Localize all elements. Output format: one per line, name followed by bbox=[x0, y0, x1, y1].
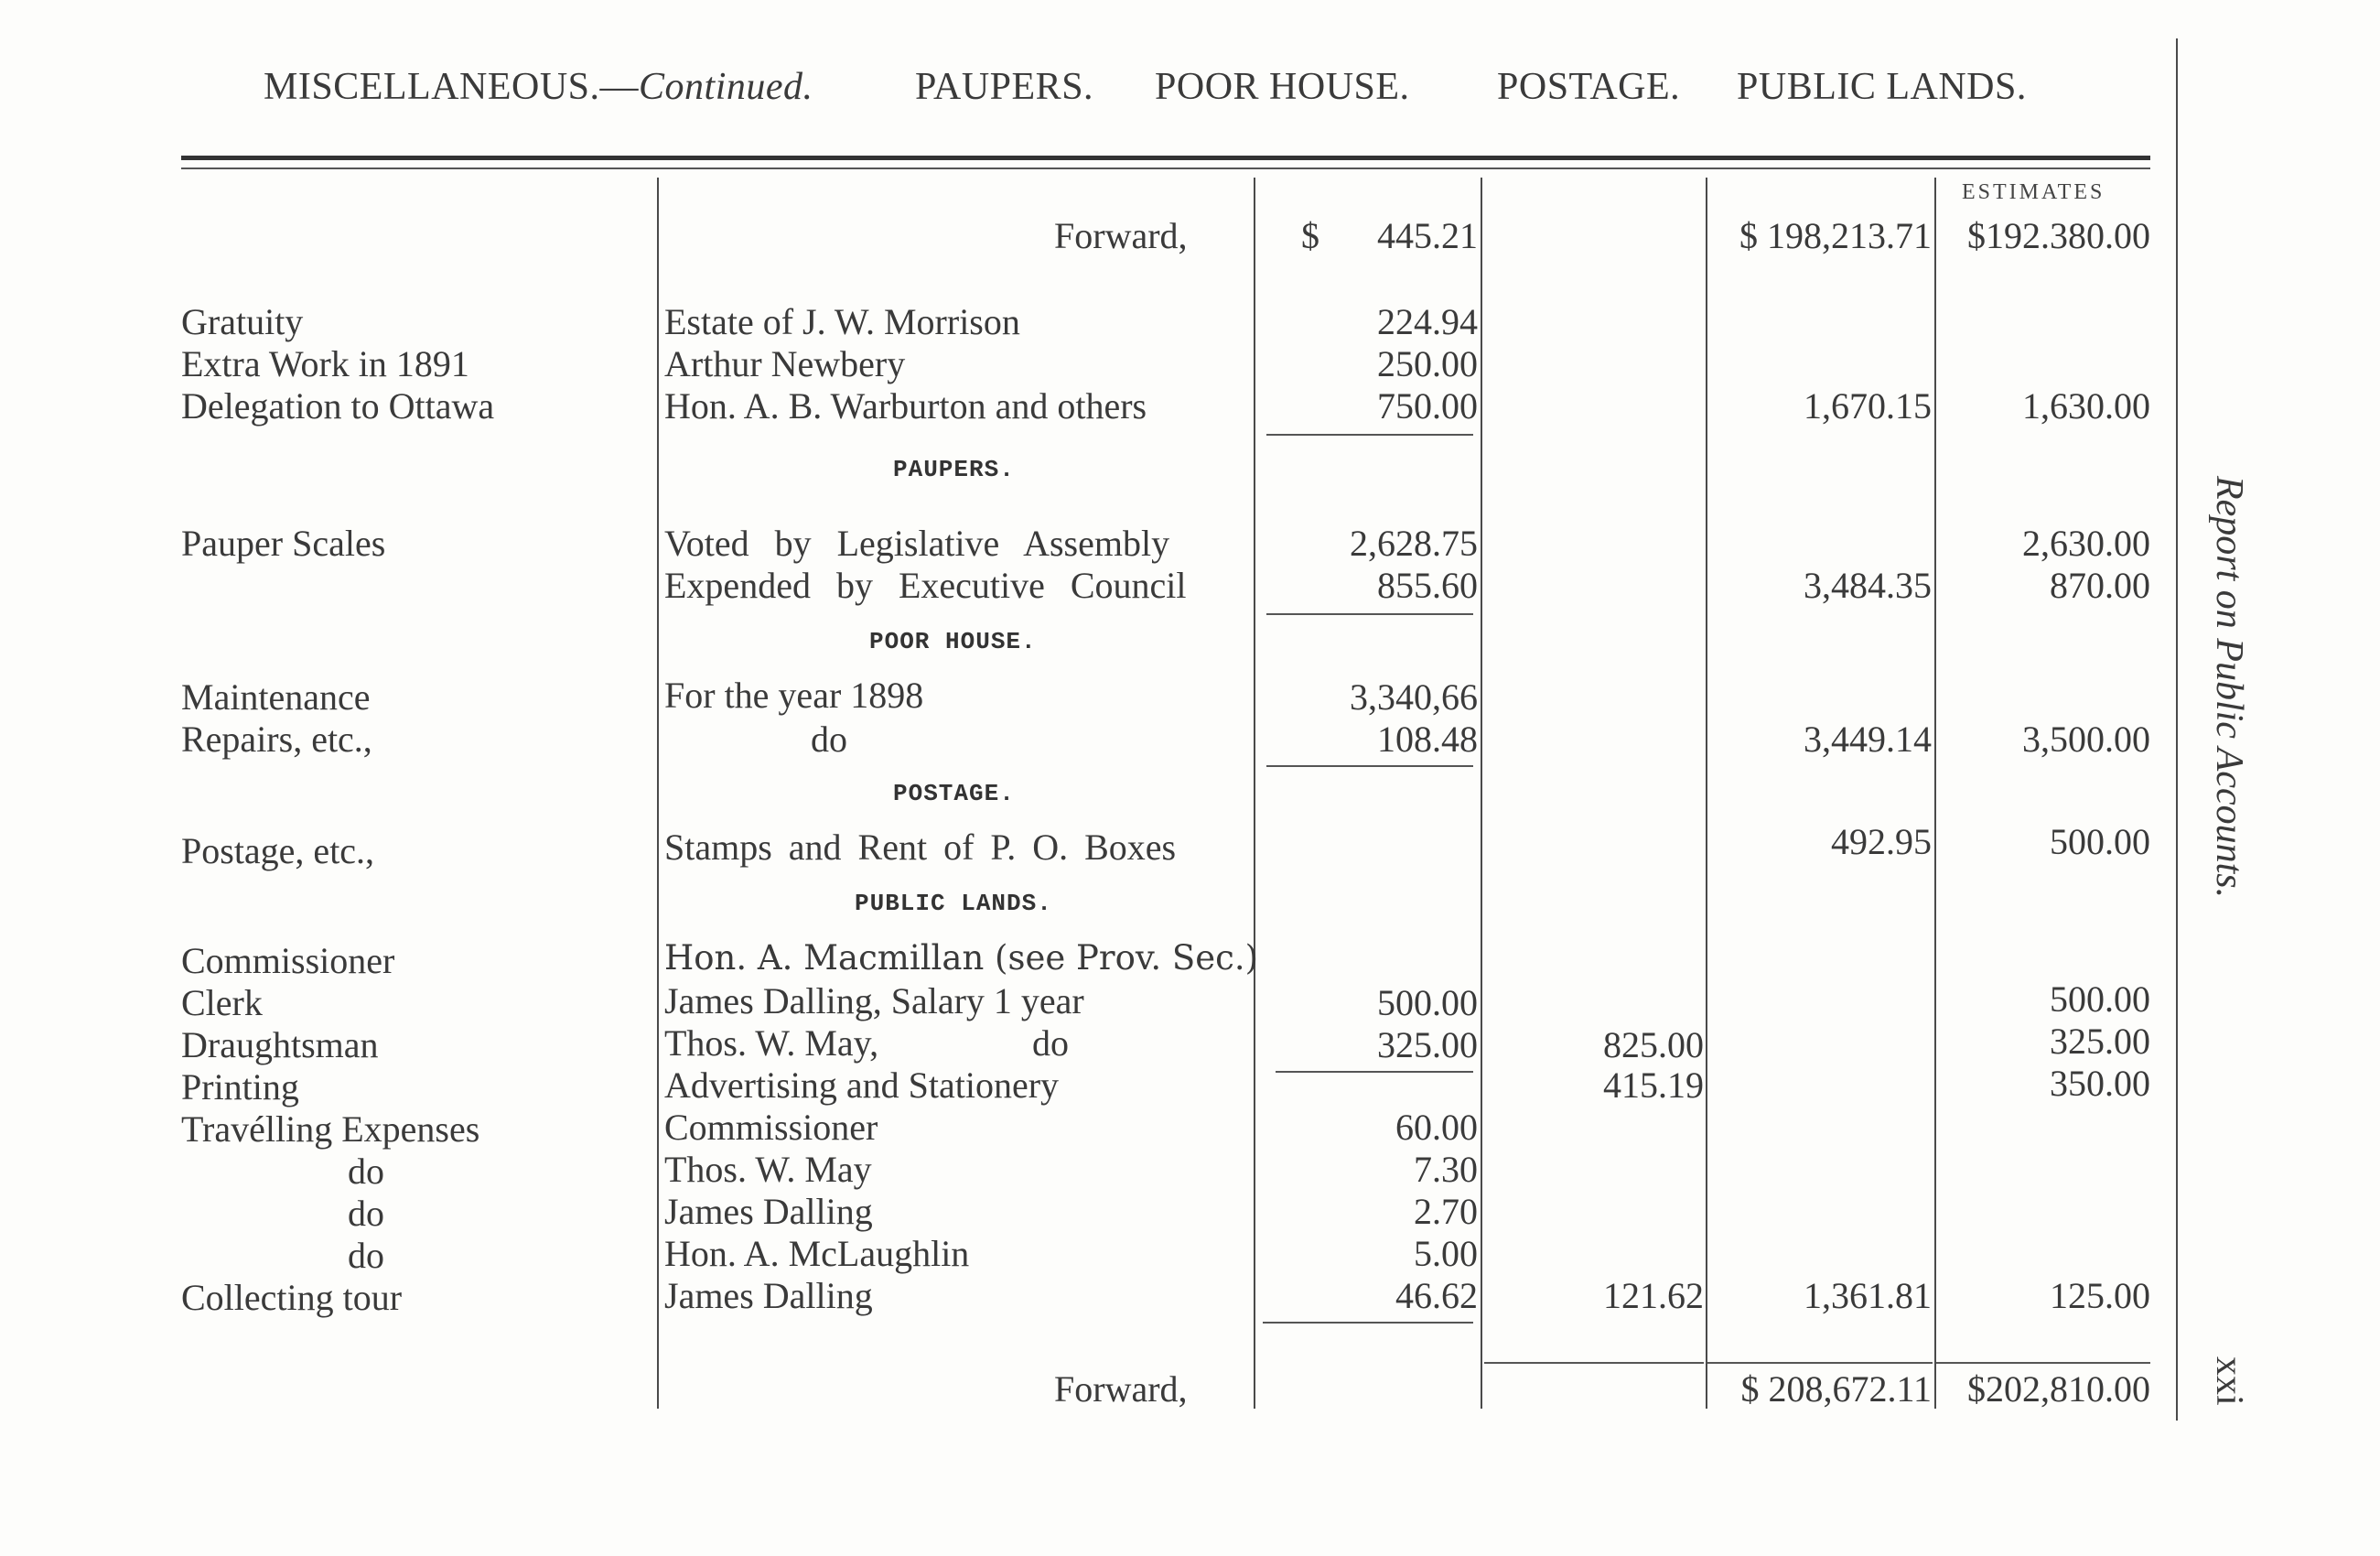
public-lands-desc: James Dalling bbox=[664, 1191, 873, 1232]
misc-desc: Estate of J. W. Morrison bbox=[664, 301, 1020, 342]
poor-house-col1: 3,340,66 bbox=[1350, 676, 1478, 718]
paupers-col1: 2,628.75 bbox=[1350, 523, 1478, 564]
divider-col3 bbox=[1706, 178, 1707, 1409]
subtotal-rule bbox=[1266, 613, 1473, 615]
poor-house-estimate: 3,500.00 bbox=[2022, 719, 2150, 760]
misc-col1: 750.00 bbox=[1377, 385, 1478, 427]
public-lands-item: Collecting tour bbox=[181, 1277, 403, 1318]
misc-desc: Hon. A. B. Warburton and others bbox=[664, 385, 1147, 427]
forward-label: Forward, bbox=[1054, 1368, 1188, 1410]
page-right-border bbox=[2176, 38, 2178, 1421]
paupers-col1: 855.60 bbox=[1377, 565, 1478, 606]
postage-estimate: 500.00 bbox=[2050, 821, 2150, 862]
public-lands-item: Draughtsman bbox=[181, 1024, 379, 1065]
postage-col3: 492.95 bbox=[1831, 821, 1932, 862]
postage-item: Postage, etc., bbox=[181, 830, 375, 871]
paupers-col3: 3,484.35 bbox=[1804, 565, 1932, 606]
public-lands-estimate: 125.00 bbox=[2050, 1275, 2150, 1316]
public-lands-desc: Thos. W. May bbox=[664, 1149, 872, 1190]
subtotal-rule bbox=[1266, 765, 1473, 767]
misc-col1: 250.00 bbox=[1377, 343, 1478, 384]
public-lands-item: do bbox=[348, 1151, 384, 1192]
side-title: Report on Public Accounts. bbox=[2208, 476, 2250, 899]
header-miscellaneous: MISCELLANEOUS.—Continued. bbox=[264, 66, 813, 108]
subtotal-rule bbox=[1276, 1071, 1473, 1073]
public-lands-item: do bbox=[348, 1193, 384, 1234]
public-lands-col2: 825.00 bbox=[1603, 1024, 1704, 1065]
public-lands-item: Printing bbox=[181, 1066, 299, 1108]
poor-house-col3: 3,449.14 bbox=[1804, 719, 1932, 760]
public-lands-col1: 5.00 bbox=[1414, 1233, 1478, 1274]
misc-col3: 1,670.15 bbox=[1804, 385, 1932, 427]
paupers-desc: Voted by Legislative Assembly bbox=[664, 523, 1170, 564]
public-lands-desc: Advertising and Stationery bbox=[664, 1064, 1060, 1106]
total-rule-col3 bbox=[1707, 1362, 1933, 1364]
public-lands-estimate: 500.00 bbox=[2050, 978, 2150, 1020]
section-title: PUBLIC LANDS. bbox=[855, 890, 1052, 917]
misc-item: Gratuity bbox=[181, 301, 304, 342]
subtotal-rule bbox=[1266, 434, 1473, 436]
paupers-estimate: 870.00 bbox=[2050, 565, 2150, 606]
misc-desc: Arthur Newbery bbox=[664, 343, 906, 384]
public-lands-col1: 2.70 bbox=[1414, 1191, 1478, 1232]
poor-house-desc: do bbox=[811, 719, 847, 760]
header-postage: POSTAGE. bbox=[1497, 66, 1681, 108]
total-rule-estimates bbox=[1936, 1362, 2150, 1364]
header-poor-house: POOR HOUSE. bbox=[1155, 66, 1410, 108]
postage-desc: Stamps and Rent of P. O. Boxes bbox=[664, 827, 1177, 868]
paupers-estimate: 2,630.00 bbox=[2022, 523, 2150, 564]
misc-item: Extra Work in 1891 bbox=[181, 343, 469, 384]
public-lands-desc-ditto: do bbox=[1032, 1022, 1069, 1064]
public-lands-col1: 500.00 bbox=[1377, 982, 1478, 1023]
forward-col3: $ 208,672.11 bbox=[1740, 1368, 1932, 1410]
public-lands-col1: 46.62 bbox=[1395, 1275, 1478, 1316]
estimates-label: ESTIMATES bbox=[1962, 180, 2105, 204]
public-lands-col1: 7.30 bbox=[1414, 1149, 1478, 1190]
public-lands-desc: James Dalling, Salary 1 year bbox=[664, 980, 1084, 1021]
public-lands-item: Travélling Expenses bbox=[181, 1108, 480, 1150]
public-lands-item: Commissioner bbox=[181, 940, 395, 981]
header-rule-thin bbox=[181, 167, 2150, 169]
public-lands-item: Clerk bbox=[181, 982, 263, 1023]
divider-desc bbox=[657, 178, 659, 1409]
poor-house-col1: 108.48 bbox=[1377, 719, 1478, 760]
public-lands-col1: 60.00 bbox=[1395, 1107, 1478, 1148]
header-public-lands: PUBLIC LANDS. bbox=[1737, 66, 2027, 108]
poor-house-item: Repairs, etc., bbox=[181, 719, 372, 760]
section-title: PAUPERS. bbox=[893, 456, 1015, 483]
section-title: POSTAGE. bbox=[893, 780, 1015, 807]
forward-col3: $ 198,213.71 bbox=[1739, 215, 1932, 256]
divider-col2 bbox=[1481, 178, 1482, 1409]
forward-estimate: $192.380.00 bbox=[1967, 215, 2150, 256]
header-rule-thick bbox=[181, 156, 2150, 160]
total-rule-col2 bbox=[1484, 1362, 1704, 1364]
poor-house-desc: For the year 1898 bbox=[664, 675, 924, 716]
public-lands-col2: 121.62 bbox=[1603, 1275, 1704, 1316]
public-lands-desc: Hon. A. McLaughlin bbox=[664, 1233, 970, 1274]
forward-estimate: $202,810.00 bbox=[1967, 1368, 2150, 1410]
public-lands-col2: 415.19 bbox=[1603, 1064, 1704, 1106]
public-lands-col3: 1,361.81 bbox=[1804, 1275, 1932, 1316]
public-lands-desc: Hon. A. Macmillan (see Prov. Sec.) bbox=[664, 938, 1259, 978]
public-lands-item: do bbox=[348, 1235, 384, 1276]
forward-label: Forward, bbox=[1054, 215, 1188, 256]
divider-estimates bbox=[1934, 178, 1936, 1409]
page-number: xxi bbox=[2208, 1356, 2250, 1406]
public-lands-desc: Thos. W. May, bbox=[664, 1022, 879, 1064]
public-lands-estimate: 325.00 bbox=[2050, 1021, 2150, 1062]
paupers-item: Pauper Scales bbox=[181, 523, 386, 564]
public-lands-col1: 325.00 bbox=[1377, 1024, 1478, 1065]
misc-estimate: 1,630.00 bbox=[2022, 385, 2150, 427]
total-rule-col1 bbox=[1263, 1322, 1473, 1324]
public-lands-desc: James Dalling bbox=[664, 1275, 873, 1316]
misc-col1: 224.94 bbox=[1377, 301, 1478, 342]
divider-col1 bbox=[1254, 178, 1255, 1409]
header-paupers: PAUPERS. bbox=[915, 66, 1094, 108]
section-title: POOR HOUSE. bbox=[869, 628, 1037, 655]
forward-col1: 445.21 bbox=[1377, 215, 1478, 256]
poor-house-item: Maintenance bbox=[181, 676, 371, 718]
misc-item: Delegation to Ottawa bbox=[181, 385, 495, 427]
paupers-desc: Expended by Executive Council bbox=[664, 565, 1187, 606]
forward-dollar: $ bbox=[1301, 215, 1319, 256]
public-lands-estimate: 350.00 bbox=[2050, 1063, 2150, 1104]
public-lands-desc: Commissioner bbox=[664, 1107, 878, 1148]
